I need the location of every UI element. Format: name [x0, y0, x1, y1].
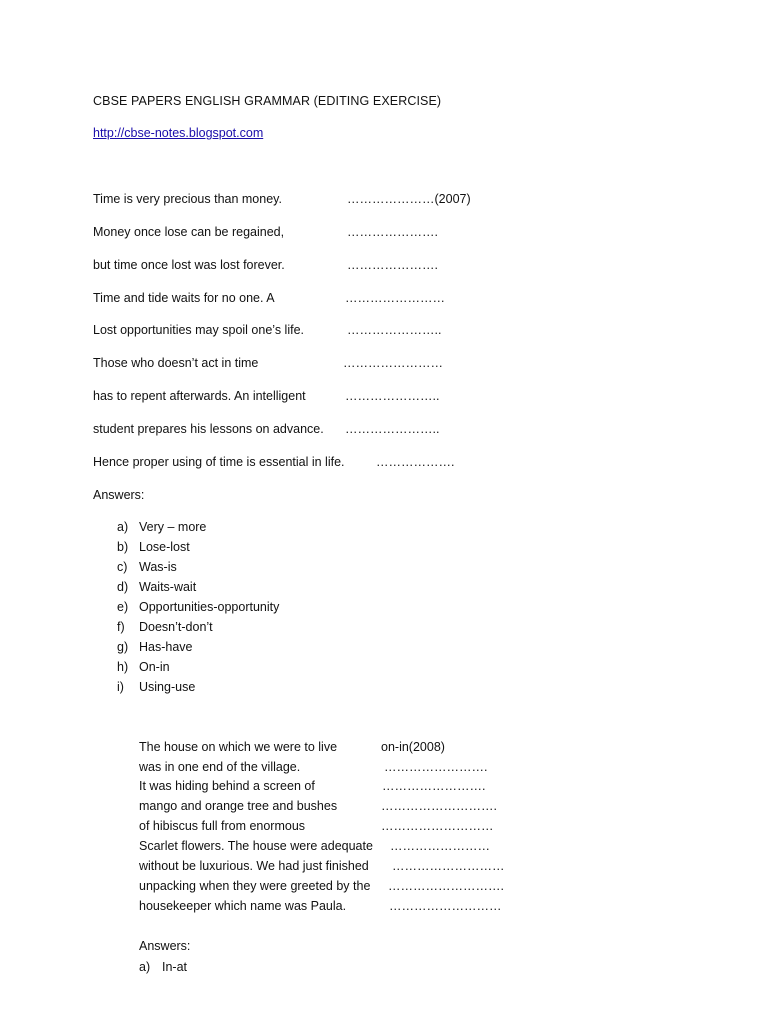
exercise-line: of hibiscus full from enormous: [139, 819, 306, 833]
answer-blank: ………………….: [347, 225, 438, 239]
list-letter: e): [117, 600, 129, 614]
list-letter: d): [117, 580, 129, 594]
answer-blank: …………………….: [384, 760, 488, 774]
answer-blank: ………………………: [389, 899, 502, 913]
list-text: Opportunities-opportunity: [139, 600, 280, 614]
list-letter: c): [117, 560, 128, 574]
exercise-line: mango and orange tree and bushes: [139, 799, 338, 813]
answer-blank: ……………………….: [388, 879, 504, 893]
answer-blank: ……………………: [343, 356, 443, 370]
list-text: Doesn’t-don’t: [139, 620, 213, 634]
exercise-line: was in one end of the village.: [139, 760, 301, 774]
blog-link[interactable]: http://cbse-notes.blogspot.com: [93, 126, 264, 140]
answer-blank: ……………………….: [381, 799, 497, 813]
answer-blank: ……………………: [345, 291, 445, 305]
answer-blank: ………………………: [381, 819, 494, 833]
list-letter: h): [117, 660, 129, 674]
list-text: Using-use: [139, 680, 196, 694]
answers-heading: Answers:: [139, 939, 191, 953]
list-text: Has-have: [139, 640, 193, 654]
exercise-line: Lost opportunities may spoil one’s life.: [93, 323, 304, 337]
exercise-line: Money once lose can be regained,: [93, 225, 285, 239]
exercise-line: has to repent afterwards. An intelligent: [93, 389, 306, 403]
answer-blank: ………………………: [392, 859, 505, 873]
exercise-line: Those who doesn’t act in time: [93, 356, 259, 370]
list-letter: b): [117, 540, 129, 554]
answer-blank: ……………………: [390, 839, 490, 853]
answers-heading: Answers:: [93, 488, 145, 502]
list-letter: a): [117, 520, 129, 534]
list-text: Waits-wait: [139, 580, 197, 594]
exercise-line: Time is very precious than money.: [93, 192, 282, 206]
exercise-line: Time and tide waits for no one. A: [93, 291, 275, 305]
answer-blank: …………………….: [382, 779, 486, 793]
list-item: [139, 960, 188, 974]
document-title: CBSE PAPERS ENGLISH GRAMMAR (EDITING EXERCISE): [93, 94, 442, 108]
exercise-line: It was hiding behind a screen of: [139, 779, 315, 793]
list-text: Very – more: [139, 520, 207, 534]
exercise-line: without be luxurious. We had just finished: [139, 859, 369, 873]
answer-blank: …………………..: [345, 389, 440, 403]
exercise-line: housekeeper which name was Paula.: [139, 899, 347, 913]
answer-blank: …………………(2007): [347, 192, 471, 206]
answer-blank: ……………….: [376, 455, 455, 469]
list-letter: i): [117, 680, 124, 694]
exercise-line: unpacking when they were greeted by the: [139, 879, 371, 893]
list-text: Was-is: [139, 560, 177, 574]
answer-blank: …………………..: [345, 422, 440, 436]
list-text: Lose-lost: [139, 540, 190, 554]
list-text: On-in: [139, 660, 170, 674]
exercise-line: Scarlet flowers. The house were adequate: [139, 839, 373, 853]
answer-blank: on-in(2008): [381, 740, 445, 754]
exercise-line: Hence proper using of time is essential in life.: [93, 455, 345, 469]
exercise-line: but time once lost was lost forever.: [93, 258, 285, 272]
list-letter: f): [117, 620, 125, 634]
exercise-line: student prepares his lessons on advance.: [93, 422, 324, 436]
list-letter: g): [117, 640, 129, 654]
list-letter: a): [139, 960, 151, 974]
list-text: In-at: [162, 960, 188, 974]
answer-blank: …………………..: [347, 323, 442, 337]
exercise-line: The house on which we were to live: [139, 740, 338, 754]
answer-blank: ………………….: [347, 258, 438, 272]
